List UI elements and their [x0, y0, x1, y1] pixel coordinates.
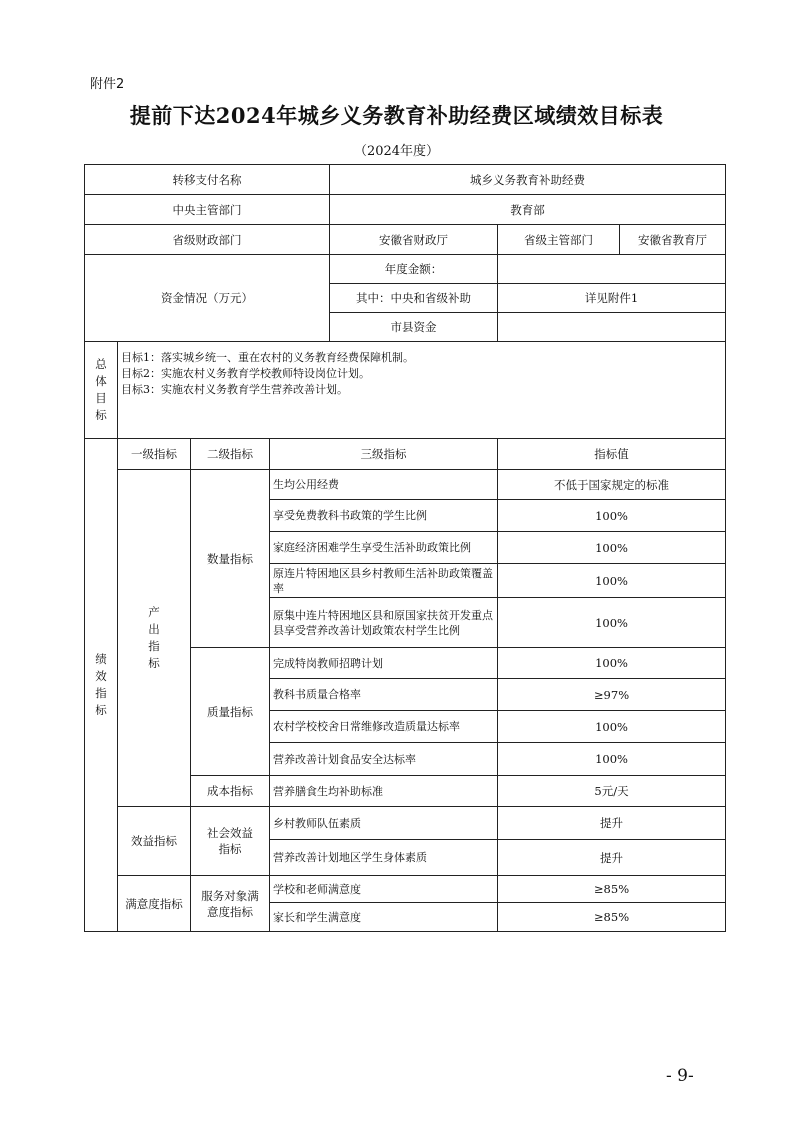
indicator-value: 100% — [498, 564, 726, 598]
indicator-name: 学校和老师满意度 — [270, 876, 498, 903]
indicator-value: 提升 — [498, 840, 726, 876]
indicator-value: ≥97% — [498, 679, 726, 711]
quantity-label: 数量指标 — [191, 470, 270, 648]
indicator-name: 家庭经济困难学生享受生活补助政策比例 — [270, 532, 498, 564]
header-level2: 二级指标 — [191, 439, 270, 470]
indicator-value: 100% — [498, 711, 726, 743]
benefit-label: 效益指标 — [118, 807, 191, 876]
header-level1: 一级指标 — [118, 439, 191, 470]
indicator-value: 100% — [498, 743, 726, 776]
indicator-name: 完成特岗教师招聘计划 — [270, 648, 498, 679]
service-satisfaction-text: 服务对象满意度指标 — [201, 888, 259, 919]
indicator-name: 家长和学生满意度 — [270, 903, 498, 932]
transfer-label: 转移支付名称 — [85, 165, 330, 195]
indicator-header-row — [85, 439, 726, 470]
output-label: 产出指标 — [148, 605, 160, 670]
social-benefit-text: 社会效益指标 — [207, 826, 253, 856]
table-row — [85, 807, 726, 840]
goal-item: 目标1：落实城乡统一、重在农村的义务教育经费保障机制。 — [121, 351, 414, 364]
header-value: 指标值 — [498, 439, 726, 470]
goals-label: 总体目标 — [95, 357, 107, 422]
central-prov-label: 其中：中央和省级补助 — [330, 284, 498, 313]
indicator-name: 享受免费教科书政策的学生比例 — [270, 500, 498, 532]
city-county-label: 市县资金 — [330, 313, 498, 342]
satisfaction-label: 满意度指标 — [118, 876, 191, 932]
indicator-value: 100% — [498, 532, 726, 564]
performance-label-cell — [85, 439, 118, 932]
funds-label: 资金情况（万元） — [85, 255, 330, 342]
table-row — [85, 470, 726, 500]
table-row — [85, 876, 726, 903]
prov-dept-value: 安徽省教育厅 — [620, 225, 726, 255]
indicator-name: 教科书质量合格率 — [270, 679, 498, 711]
indicator-value: 100% — [498, 598, 726, 648]
quality-label: 质量指标 — [191, 648, 270, 776]
service-satisfaction-label — [191, 876, 270, 932]
output-label-cell — [118, 470, 191, 807]
indicator-name: 营养膳食生均补助标准 — [270, 776, 498, 807]
goal-item: 目标2：实施农村义务教育学校教师特设岗位计划。 — [121, 367, 370, 380]
annual-label: 年度金额： — [330, 255, 498, 284]
performance-table — [84, 164, 726, 932]
indicator-name: 营养改善计划食品安全达标率 — [270, 743, 498, 776]
prov-dept-label: 省级主管部门 — [498, 225, 620, 255]
transfer-row — [85, 165, 726, 195]
indicator-value: 100% — [498, 500, 726, 532]
indicator-value: 100% — [498, 648, 726, 679]
provincial-row — [85, 225, 726, 255]
performance-label: 绩效指标 — [95, 652, 107, 717]
header-level3: 三级指标 — [270, 439, 498, 470]
page-number: - 9- — [666, 1066, 694, 1086]
annual-value — [498, 255, 726, 284]
central-dept-row — [85, 195, 726, 225]
goals-row — [85, 342, 726, 439]
indicator-name: 农村学校校舍日常维修改造质量达标率 — [270, 711, 498, 743]
year-subtitle: （2024年度） — [353, 144, 440, 159]
central-dept-label: 中央主管部门 — [85, 195, 330, 225]
indicator-value: 不低于国家规定的标准 — [498, 470, 726, 500]
indicator-name: 原集中连片特困地区县和原国家扶贫开发重点县享受营养改善计划政策农村学生比例 — [270, 598, 498, 648]
transfer-value: 城乡义务教育补助经费 — [330, 165, 726, 195]
page-title: 提前下达2024年城乡义务教育补助经费区域绩效目标表 — [129, 103, 664, 128]
indicator-value: ≥85% — [498, 876, 726, 903]
prov-finance-label: 省级财政部门 — [85, 225, 330, 255]
indicator-name: 原连片特困地区县乡村教师生活补助政策覆盖率 — [270, 564, 498, 598]
goals-content — [118, 342, 726, 439]
indicator-name: 生均公用经费 — [270, 470, 498, 500]
indicator-name: 营养改善计划地区学生身体素质 — [270, 840, 498, 876]
goals-label-cell — [85, 342, 118, 439]
city-county-value — [498, 313, 726, 342]
cost-label: 成本指标 — [191, 776, 270, 807]
prov-finance-value: 安徽省财政厅 — [330, 225, 498, 255]
attachment-label: 附件2 — [90, 77, 125, 92]
indicator-value: ≥85% — [498, 903, 726, 932]
indicator-value: 提升 — [498, 807, 726, 840]
goal-item: 目标3：实施农村义务教育学生营养改善计划。 — [121, 383, 348, 396]
central-prov-value: 详见附件1 — [498, 284, 726, 313]
indicator-value: 5元/天 — [498, 776, 726, 807]
central-dept-value: 教育部 — [330, 195, 726, 225]
indicator-name: 乡村教师队伍素质 — [270, 807, 498, 840]
funds-row-annual — [85, 255, 726, 284]
social-benefit-label — [191, 807, 270, 876]
